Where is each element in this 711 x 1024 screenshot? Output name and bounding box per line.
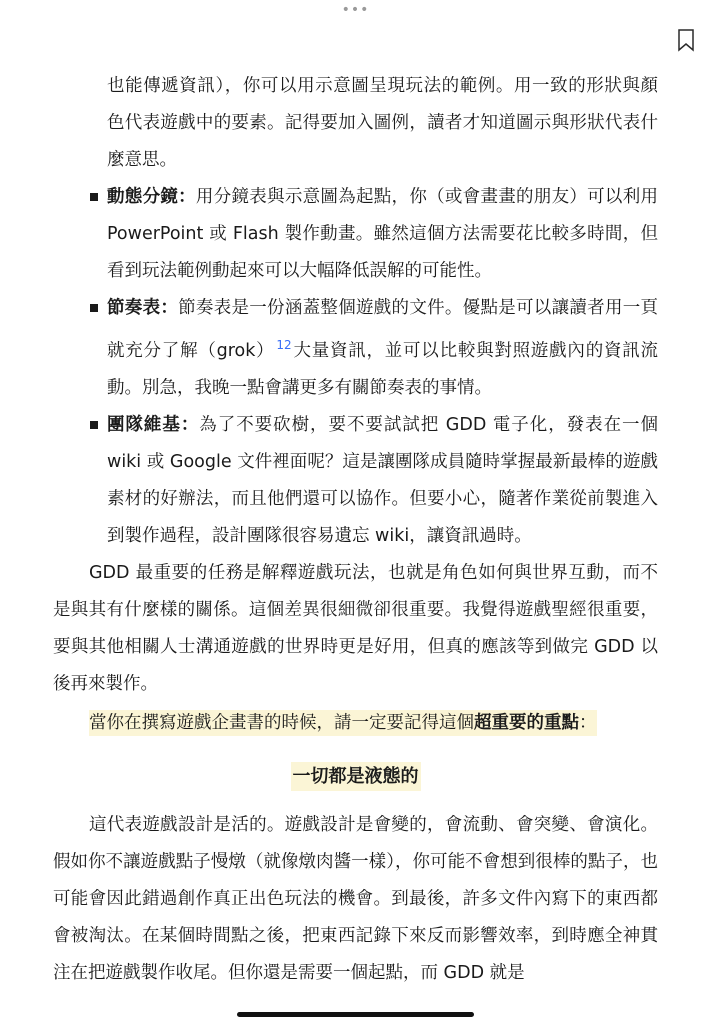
intro-continuation: 也能傳遞資訊），你可以用示意圖呈現玩法的範例。用一致的形狀與顏色代表遊戲中的要素。記得要加入圖例，讀者才知道圖示與形狀代表什麼意思。 [107,76,658,170]
heading-text: 一切都是液態的 [291,762,421,791]
home-indicator[interactable] [237,1012,474,1017]
bullet-text: 大量資訊，並可以比較與對照遊戲內的資訊流動。別急，我晚一點會講更多有關節奏表的事情。 [107,341,658,398]
bullet-text: 節奏表是一份涵蓋整個遊戲的文件。優點是可以讓讀者用一頁就充分了解（grok） [107,298,659,361]
body-paragraph: GDD 最重要的任務是解釋遊戲玩法，也就是角色如何與世界互動，而不是與其有什麼樣的關係。這個差異很細微卻很重要。我覺得遊戲聖經很重要，要與其他相關人士溝通遊戲的世界時更是好用，但真的應該等到做完 GDD 以後再來製作。 [53,563,658,694]
bullet-item-beat-chart [53,290,658,407]
bullet-square-icon [90,304,98,312]
footnote-link[interactable]: 12 [276,338,292,352]
bullet-square-icon [90,193,98,201]
top-menu-dots[interactable]: ••• [341,2,370,18]
bullet-term: 團隊維基： [107,415,200,435]
section-heading [53,759,658,795]
bullet-term: 節奏表： [107,298,179,318]
body-paragraph: 這代表遊戲設計是活的。遊戲設計是會變的，會流動、會突變、會演化。假如你不讓遊戲點子慢燉（就像燉肉醬一樣），你可能不會想到很棒的點子，也可能會因此錯過創作真正出色玩法的機會。到最後，許多文件內寫下的東西都會被淘汰。在某個時間點之後，把東西記錄下來反而影響效率，到時應全神貫注在把遊戲製作收尾。但你還是需要一個起點，而 GDD 就是 [53,815,658,983]
page-content [53,68,658,992]
highlight-text: ： [579,713,597,733]
highlight-bold-text: 超重要的重點 [474,713,579,733]
bullet-text: 為了不要砍樹，要不要試試把 GDD 電子化，發表在一個 wiki 或 Google 文件裡面呢？這是讓團隊成員隨時掌握最新最棒的遊戲素材的好辦法，而且他們還可以協作。但要小心，隨著作業從前製進入到製作過程，設計團隊很容易遺忘 wiki，讓資訊過時。 [107,415,658,546]
bookmark-icon[interactable] [676,28,696,52]
highlight-text: 當你在撰寫遊戲企畫書的時候，請一定要記得這個 [89,713,474,733]
highlighted-paragraph [53,705,658,742]
bullet-item-storyboard [53,179,658,290]
bullet-term: 動態分鏡： [107,187,196,207]
bullet-text: 用分鏡表與示意圖為起點，你（或會畫畫的朋友）可以利用 PowerPoint 或 Flash 製作動畫。雖然這個方法需要花比較多時間，但看到玩法範例動起來可以大幅降低誤解的可能性。 [107,187,659,281]
bullet-square-icon [90,421,98,429]
text-highlight [89,710,597,736]
bullet-item-team-wiki [53,407,658,555]
